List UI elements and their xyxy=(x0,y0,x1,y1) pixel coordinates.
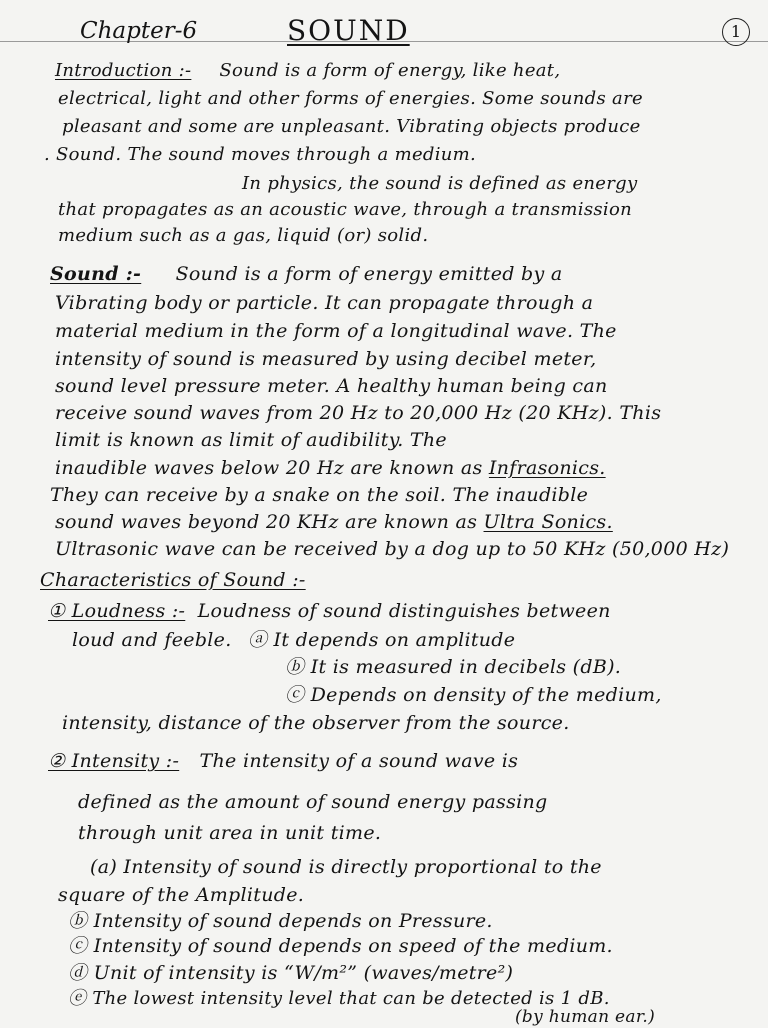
infrasonics-term: Infrasonics. xyxy=(488,457,606,479)
characteristics-heading: Characteristics of Sound :- xyxy=(40,569,306,591)
intensity-heading: ② Intensity :- xyxy=(48,750,180,772)
loudness-point-b: ⓑ It is measured in decibels (dB). xyxy=(285,656,622,678)
sound-heading: Sound :- xyxy=(50,263,142,285)
ultrasonic-text: sound waves beyond 20 KHz are known as xyxy=(55,511,478,533)
introduction-heading: Introduction :- xyxy=(55,60,192,81)
sound-line-11: Ultrasonic wave can be received by a dog up to 50 KHz (50,000 Hz) xyxy=(55,538,730,560)
intro-line-5: In physics, the sound is defined as energy xyxy=(242,173,638,194)
infrasonic-text: inaudible waves below 20 Hz are known as xyxy=(55,457,483,479)
intensity-point-c: ⓒ Intensity of sound depends on speed of the medium. xyxy=(68,935,613,957)
sound-line-2: Vibrating body or particle. It can propagate through a xyxy=(55,292,594,314)
loudness-heading: ① Loudness :- xyxy=(48,600,186,622)
intensity-line-2: defined as the amount of sound energy passing xyxy=(78,791,548,813)
intensity-line-1: The intensity of a sound wave is xyxy=(199,750,519,772)
sound-heading-line xyxy=(50,263,563,285)
loudness-line-1: Loudness of sound distinguishes between xyxy=(197,600,611,622)
intro-heading-line xyxy=(55,60,560,82)
page-number: 1 xyxy=(722,18,750,46)
sound-line-3: material medium in the form of a longitudinal wave. The xyxy=(55,320,617,342)
sound-line-7: limit is known as limit of audibility. The xyxy=(55,429,447,451)
intro-line-4: . Sound. The sound moves through a medium. xyxy=(44,144,477,165)
loudness-point-c: ⓒ Depends on density of the medium, xyxy=(285,684,662,706)
intensity-point-e: ⓔ The lowest intensity level that can be detected is 1 dB. xyxy=(68,988,610,1009)
intensity-heading-line xyxy=(48,750,518,772)
loudness-line-2: loud and feeble. ⓐ It depends on amplitude xyxy=(72,629,516,651)
intro-line-6: that propagates as an acoustic wave, through a transmission xyxy=(58,199,632,220)
intensity-note: (by human ear.) xyxy=(515,1007,656,1027)
sound-line-8 xyxy=(55,457,606,479)
intensity-line-3: through unit area in unit time. xyxy=(78,822,382,844)
loudness-line-6: intensity, distance of the observer from the source. xyxy=(62,712,570,734)
intro-line-3: pleasant and some are unpleasant. Vibrating objects produce xyxy=(62,116,641,137)
intensity-point-b: ⓑ Intensity of sound depends on Pressure. xyxy=(68,910,493,932)
intensity-point-a: (a) Intensity of sound is directly proportional to the xyxy=(90,856,602,878)
sound-line-1: Sound is a form of energy emitted by a xyxy=(175,263,563,285)
chapter-label: Chapter-6 xyxy=(80,18,198,44)
sound-line-10 xyxy=(55,511,613,533)
loudness-heading-line xyxy=(48,600,611,622)
intensity-line-5: square of the Amplitude. xyxy=(58,884,305,906)
sound-line-5: sound level pressure meter. A healthy human being can xyxy=(55,375,608,397)
sound-line-4: intensity of sound is measured by using decibel meter, xyxy=(55,348,597,370)
intensity-point-d: ⓓ Unit of intensity is “W/m²” (waves/metre²) xyxy=(68,962,514,984)
intro-line-1: Sound is a form of energy, like heat, xyxy=(219,60,561,81)
ultrasonics-term: Ultra Sonics. xyxy=(483,511,613,533)
sound-line-6: receive sound waves from 20 Hz to 20,000 Hz (20 KHz). This xyxy=(55,402,662,424)
intro-line-2: electrical, light and other forms of energies. Some sounds are xyxy=(58,88,643,109)
sound-line-9: They can receive by a snake on the soil. The inaudible xyxy=(50,484,589,506)
loudness-point-a: ⓐ It depends on amplitude xyxy=(247,629,516,651)
intro-line-7: medium such as a gas, liquid (or) solid. xyxy=(58,225,429,246)
page-title: SOUND xyxy=(287,14,410,47)
